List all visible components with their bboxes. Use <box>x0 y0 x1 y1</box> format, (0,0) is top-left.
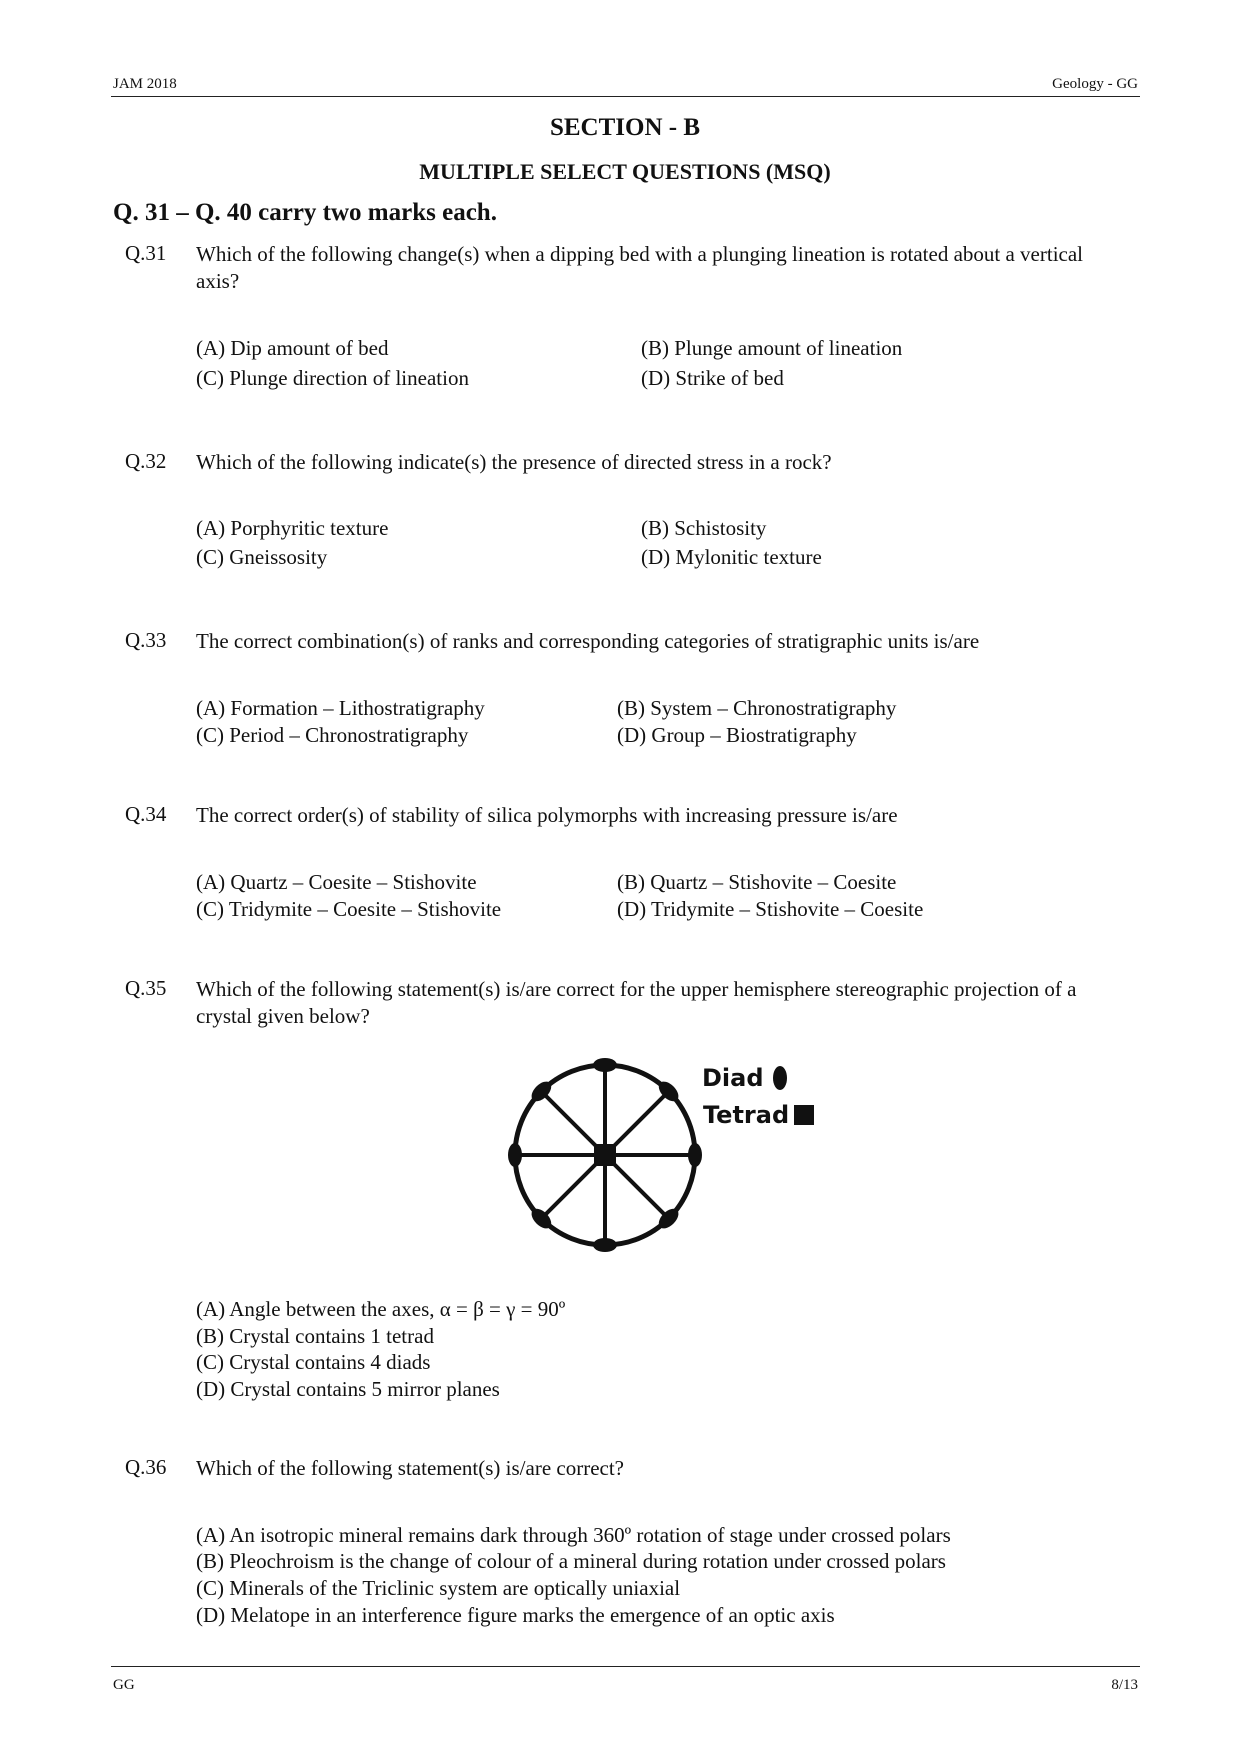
option-a: (A) Dip amount of bed <box>196 336 389 360</box>
option-b: (B) Quartz – Stishovite – Coesite <box>617 870 897 894</box>
tetrad-symbol-center <box>594 1144 616 1166</box>
option-d: (D) Melatope in an interference figure marks the emergence of an optic axis <box>196 1603 835 1627</box>
option-b: (B) Schistosity <box>641 516 767 540</box>
diad-symbol-right <box>688 1143 702 1167</box>
option-d: (D) Crystal contains 5 mirror planes <box>196 1377 500 1401</box>
option-b: (B) Pleochroism is the change of colour of a mineral during rotation under crossed polars <box>196 1549 946 1573</box>
option-a: (A) Formation – Lithostratigraphy <box>196 696 485 720</box>
option-a: (A) Porphyritic texture <box>196 516 389 540</box>
tetrad-legend-label: Tetrad <box>703 1101 790 1129</box>
option-c: (C) Gneissosity <box>196 545 328 569</box>
question-text: Which of the following statement(s) is/are correct for the upper hemisphere stereographic projection of a crystal given below? <box>196 977 1077 1028</box>
option-c: (C) Plunge direction of lineation <box>196 366 469 390</box>
header-rule <box>111 96 1140 97</box>
diad-legend-symbol <box>773 1066 787 1090</box>
stereographic-projection-figure <box>500 1055 830 1265</box>
diad-symbol-bottom <box>593 1238 617 1252</box>
option-d: (D) Group – Biostratigraphy <box>617 723 857 747</box>
section-title: SECTION - B <box>549 114 701 141</box>
option-b: (B) System – Chronostratigraphy <box>617 696 897 720</box>
page-footer-left: GG <box>113 1677 135 1693</box>
option-a: (A) Angle between the axes, α = β = γ = 90º <box>196 1297 566 1321</box>
footer-rule <box>111 1666 1140 1667</box>
option-d: (D) Mylonitic texture <box>641 545 822 569</box>
question-text: The correct order(s) of stability of silica polymorphs with increasing pressure is/are <box>196 803 898 827</box>
option-d: (D) Strike of bed <box>641 366 784 390</box>
option-c: (C) Tridymite – Coesite – Stishovite <box>196 897 502 921</box>
question-text: Which of the following change(s) when a dipping bed with a plunging lineation is rotated about a vertical axis? <box>196 242 1084 293</box>
question-text: Which of the following statement(s) is/are correct? <box>196 1456 624 1480</box>
question-number: Q.31 <box>125 241 167 265</box>
question-number: Q.36 <box>125 1455 167 1479</box>
option-b: (B) Crystal contains 1 tetrad <box>196 1324 434 1348</box>
option-c: (C) Period – Chronostratigraphy <box>196 723 469 747</box>
tetrad-legend-symbol <box>794 1105 814 1125</box>
page-header-right: Geology - GG <box>1052 76 1138 92</box>
diad-legend-label: Diad <box>702 1064 764 1092</box>
diad-symbol-left <box>508 1143 522 1167</box>
diad-symbol-top <box>593 1058 617 1072</box>
question-text: The correct combination(s) of ranks and corresponding categories of stratigraphic units is/are <box>196 629 980 653</box>
option-c: (C) Crystal contains 4 diads <box>196 1350 431 1374</box>
question-number: Q.33 <box>125 628 167 652</box>
option-c: (C) Minerals of the Triclinic system are optically uniaxial <box>196 1576 681 1600</box>
option-a: (A) Quartz – Coesite – Stishovite <box>196 870 477 894</box>
option-d: (D) Tridymite – Stishovite – Coesite <box>617 897 924 921</box>
page-header-left: JAM 2018 <box>113 76 177 92</box>
page-number: 8/13 <box>1111 1677 1138 1693</box>
question-number: Q.35 <box>125 976 167 1000</box>
section-subtitle: MULTIPLE SELECT QUESTIONS (MSQ) <box>419 159 831 184</box>
option-a: (A) An isotropic mineral remains dark through 360º rotation of stage under crossed polars <box>196 1523 951 1547</box>
marks-note: Q. 31 – Q. 40 carry two marks each. <box>113 199 497 226</box>
option-b: (B) Plunge amount of lineation <box>641 336 903 360</box>
question-number: Q.32 <box>125 449 167 473</box>
question-text: Which of the following indicate(s) the presence of directed stress in a rock? <box>196 450 832 474</box>
question-number: Q.34 <box>125 802 167 826</box>
